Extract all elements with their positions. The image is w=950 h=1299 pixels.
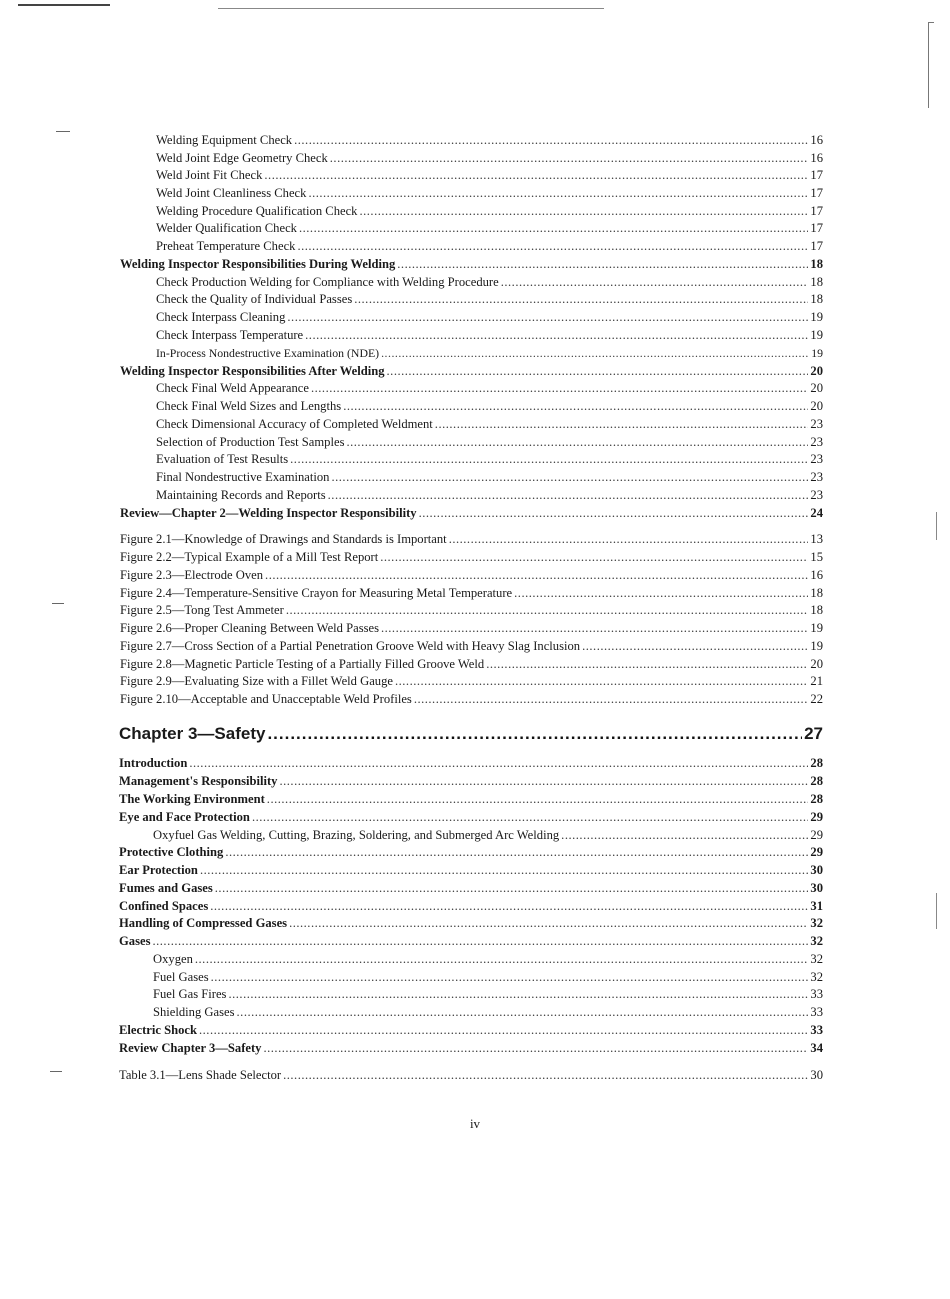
dot-leader (252, 808, 808, 826)
toc-review-page: 24 (810, 506, 823, 520)
toc-section-page: 33 (810, 1023, 823, 1037)
dot-leader (328, 486, 809, 504)
toc-entry-title: Oxygen (153, 952, 193, 966)
chapter-title: Chapter 3—Safety (119, 724, 266, 743)
toc-section-page: 20 (810, 364, 823, 378)
toc-section[interactable] (119, 843, 823, 861)
dot-leader (210, 897, 808, 915)
toc-entry-title: Check Production Welding for Compliance with Welding Procedure (156, 275, 499, 289)
toc-figure[interactable] (120, 619, 823, 637)
toc-entry-page: 33 (810, 1005, 823, 1019)
toc-figure-title: Figure 2.4—Temperature-Sensitive Crayon for Measuring Metal Temperature (120, 586, 513, 600)
toc-entry-title: Welding Equipment Check (156, 133, 293, 147)
toc-figure[interactable] (120, 584, 823, 602)
margin-mark-1 (56, 131, 70, 132)
toc-section-page: 29 (810, 845, 823, 859)
dot-leader (397, 255, 808, 273)
toc-entry-page: 23 (810, 470, 823, 484)
right-margin-mark-2 (936, 893, 937, 929)
chapter-page: 27 (804, 724, 823, 743)
toc-figure-title: Figure 2.8—Magnetic Particle Testing of a Partially Filled Groove Weld (120, 657, 485, 671)
toc-entry[interactable] (153, 985, 823, 1003)
toc-entry-page: 19 (810, 328, 823, 342)
toc-figure-title: Figure 2.9—Evaluating Size with a Fillet Weld Gauge (120, 674, 393, 688)
top-right-bracket-tick (928, 22, 934, 23)
toc-entry[interactable] (156, 468, 823, 486)
toc-section-page: 30 (810, 881, 823, 895)
toc-entry-title: Fuel Gas Fires (153, 987, 227, 1001)
toc-entry[interactable] (156, 326, 823, 344)
toc-entry[interactable] (153, 826, 823, 844)
dot-leader (346, 433, 808, 451)
dot-leader (381, 619, 808, 637)
toc-entry-title: Check Dimensional Accuracy of Completed Weldment (156, 417, 433, 431)
toc-section[interactable] (119, 790, 823, 808)
toc-figure[interactable] (120, 637, 823, 655)
dot-leader (215, 879, 809, 897)
toc-entry-page: 23 (810, 417, 823, 431)
toc-section-page: 32 (810, 934, 823, 948)
toc-figure-page: 21 (810, 674, 823, 688)
toc-table-title: Table 3.1—Lens Shade Selector (119, 1068, 282, 1082)
toc-entry[interactable] (156, 131, 823, 149)
dot-leader (263, 1039, 808, 1057)
toc-entry[interactable] (156, 433, 823, 451)
toc-entry-page: 32 (810, 970, 823, 984)
toc-entry[interactable] (156, 237, 823, 255)
dot-leader (267, 790, 809, 808)
dot-leader (195, 950, 809, 968)
toc-entry[interactable] (156, 166, 823, 184)
toc-entry-title: Check the Quality of Individual Passes (156, 292, 353, 306)
toc-section-page: 31 (810, 899, 823, 913)
toc-figure-title: Figure 2.10—Acceptable and Unacceptable Weld Profiles (120, 692, 412, 706)
toc-figure-page: 15 (810, 550, 823, 564)
toc-entry[interactable] (156, 184, 823, 202)
toc-figure-page: 20 (810, 657, 823, 671)
toc-figure-page: 18 (810, 586, 823, 600)
toc-review-page: 34 (810, 1041, 823, 1055)
toc-section-title: Welding Inspector Responsibilities After Welding (120, 364, 385, 378)
toc-figure[interactable] (120, 548, 823, 566)
toc-entry-title: Check Interpass Cleaning (156, 310, 286, 324)
dot-leader (264, 166, 808, 184)
dot-leader (228, 985, 808, 1003)
dot-leader (294, 131, 808, 149)
dot-leader (381, 344, 809, 362)
toc-entry-page: 18 (810, 292, 823, 306)
dot-leader (200, 861, 808, 879)
dot-leader (387, 362, 809, 380)
toc-figure-title: Figure 2.5—Tong Test Ammeter (120, 603, 284, 617)
toc-entry[interactable] (153, 950, 823, 968)
dot-leader (419, 504, 809, 522)
toc-entry-title: Evaluation of Test Results (156, 452, 289, 466)
dot-leader (501, 273, 809, 291)
toc-section-title: Protective Clothing (119, 845, 224, 859)
toc-entry-title: Maintaining Records and Reports (156, 488, 326, 502)
toc-section-title: Confined Spaces (119, 899, 209, 913)
toc-entry-title: In-Process Nondestructive Examination (NDE) (156, 346, 380, 360)
dot-leader (449, 530, 809, 548)
toc-entry[interactable] (156, 379, 823, 397)
dot-leader (199, 1021, 808, 1039)
dot-leader (561, 826, 808, 844)
toc-figure-page: 13 (810, 532, 823, 546)
toc-entry-page: 19 (811, 346, 823, 360)
toc-entry-title: Selection of Production Test Samples (156, 435, 345, 449)
toc-entry[interactable] (156, 344, 823, 362)
toc-entry-page: 23 (810, 488, 823, 502)
toc-section-page: 29 (810, 810, 823, 824)
toc-section[interactable] (120, 255, 823, 273)
margin-mark-3 (50, 1071, 62, 1072)
toc-figure-title: Figure 2.7—Cross Section of a Partial Penetration Groove Weld with Heavy Slag Inclusion (120, 639, 581, 653)
dot-leader (237, 1003, 809, 1021)
toc-section[interactable] (119, 808, 823, 826)
top-left-rule (18, 4, 110, 6)
toc-entry-title: Shielding Gases (153, 1005, 235, 1019)
dot-leader (514, 584, 808, 602)
toc-section-title: Welding Inspector Responsibilities During Welding (120, 257, 396, 271)
toc-section[interactable] (120, 362, 823, 380)
toc-review-title: Review Chapter 3—Safety (119, 1041, 262, 1055)
toc-entry-title: Welder Qualification Check (156, 221, 297, 235)
dot-leader (286, 601, 809, 619)
toc-section[interactable] (119, 754, 823, 772)
toc-section-title: Management's Responsibility (119, 774, 278, 788)
dot-leader (354, 290, 808, 308)
toc-section-title: Eye and Face Protection (119, 810, 250, 824)
toc-section-title: Electric Shock (119, 1023, 197, 1037)
toc-entry-page: 17 (810, 221, 823, 235)
toc-entry-page: 33 (810, 987, 823, 1001)
toc-entry-page: 16 (810, 151, 823, 165)
toc-entry-page: 19 (810, 310, 823, 324)
toc-entry-page: 16 (810, 133, 823, 147)
toc-entry[interactable] (156, 290, 823, 308)
dot-leader (331, 468, 808, 486)
toc-section[interactable] (119, 897, 823, 915)
toc-figure-title: Figure 2.2—Typical Example of a Mill Test Report (120, 550, 379, 564)
toc-section-page: 28 (810, 756, 823, 770)
dot-leader (152, 932, 808, 950)
toc-section-page: 30 (810, 863, 823, 877)
toc-entry[interactable] (156, 415, 823, 433)
toc-entry[interactable] (156, 308, 823, 326)
toc-section[interactable] (119, 932, 823, 950)
toc-entry-title: Preheat Temperature Check (156, 239, 296, 253)
toc-entry-title: Weld Joint Edge Geometry Check (156, 151, 328, 165)
toc-entry-page: 20 (810, 399, 823, 413)
toc-review[interactable] (120, 504, 823, 522)
toc-figure[interactable] (120, 601, 823, 619)
toc-table[interactable] (119, 1066, 823, 1084)
toc-entry[interactable] (156, 149, 823, 167)
toc-figure[interactable] (120, 655, 823, 673)
right-margin-mark-1 (936, 512, 937, 540)
dot-leader (380, 548, 808, 566)
dot-leader (297, 237, 808, 255)
dot-leader (330, 149, 809, 167)
toc-section-title: Ear Protection (119, 863, 198, 877)
dot-leader (435, 415, 809, 433)
toc-entry-page: 17 (810, 239, 823, 253)
toc-figure-title: Figure 2.3—Electrode Oven (120, 568, 264, 582)
toc-entry-title: Check Interpass Temperature (156, 328, 304, 342)
toc-section[interactable] (119, 861, 823, 879)
toc-entry-page: 29 (810, 828, 823, 842)
dot-leader (289, 914, 808, 932)
dot-leader (283, 1066, 808, 1084)
dot-leader (395, 672, 808, 690)
toc-figure[interactable] (120, 672, 823, 690)
toc-entry-page: 18 (810, 275, 823, 289)
dot-leader (311, 379, 808, 397)
top-right-bracket (928, 22, 929, 108)
toc-entry-title: Oxyfuel Gas Welding, Cutting, Brazing, Soldering, and Submerged Arc Welding (153, 828, 560, 842)
toc-section[interactable] (119, 772, 823, 790)
toc-entry-title: Fuel Gases (153, 970, 209, 984)
toc-entry[interactable] (156, 486, 823, 504)
dot-leader (265, 566, 808, 584)
toc-entry-title: Check Final Weld Sizes and Lengths (156, 399, 342, 413)
toc-entry-page: 17 (810, 204, 823, 218)
dot-leader (305, 326, 808, 344)
toc-section-page: 28 (810, 792, 823, 806)
top-center-rule (218, 8, 604, 9)
dot-leader (211, 968, 809, 986)
toc-section[interactable] (119, 1021, 823, 1039)
toc-table-page: 30 (810, 1068, 823, 1082)
toc-figure-title: Figure 2.6—Proper Cleaning Between Weld Passes (120, 621, 379, 635)
toc-figure[interactable] (120, 566, 823, 584)
toc-entry-title: Final Nondestructive Examination (156, 470, 330, 484)
toc-section-page: 18 (810, 257, 823, 271)
toc-section-title: Handling of Compressed Gases (119, 916, 288, 930)
toc-section-title: Gases (119, 934, 151, 948)
margin-mark-2 (52, 603, 64, 604)
dot-leader (414, 690, 809, 708)
dot-leader (279, 772, 808, 790)
toc-entry[interactable] (156, 450, 823, 468)
toc-review-title: Review—Chapter 2—Welding Inspector Responsibility (120, 506, 417, 520)
dot-leader (582, 637, 808, 655)
toc-entry-title: Check Final Weld Appearance (156, 381, 309, 395)
dot-leader (267, 723, 802, 745)
toc-figure-page: 22 (810, 692, 823, 706)
toc-entry-title: Welding Procedure Qualification Check (156, 204, 358, 218)
dot-leader (290, 450, 808, 468)
toc-section-title: Introduction (119, 756, 188, 770)
page-number: iv (469, 1116, 481, 1131)
toc-entry[interactable] (153, 968, 823, 986)
dot-leader (299, 219, 808, 237)
toc-section-title: The Working Environment (119, 792, 265, 806)
toc-entry[interactable] (153, 1003, 823, 1021)
dot-leader (308, 184, 808, 202)
toc-figure-page: 18 (810, 603, 823, 617)
toc-section[interactable] (119, 879, 823, 897)
dot-leader (486, 655, 808, 673)
toc-figure-page: 16 (810, 568, 823, 582)
toc-entry[interactable] (156, 397, 823, 415)
toc-entry-page: 23 (810, 452, 823, 466)
dot-leader (359, 202, 808, 220)
toc-entry[interactable] (156, 273, 823, 291)
toc-section-page: 32 (810, 916, 823, 930)
toc-section-page: 28 (810, 774, 823, 788)
toc-entry-page: 20 (810, 381, 823, 395)
toc-chapter-heading[interactable] (119, 723, 823, 745)
toc-entry-page: 32 (810, 952, 823, 966)
dot-leader (225, 843, 808, 861)
toc-figure-title: Figure 2.1—Knowledge of Drawings and Standards is Important (120, 532, 447, 546)
dot-leader (287, 308, 808, 326)
toc-figure[interactable] (120, 690, 823, 708)
toc-entry[interactable] (156, 219, 823, 237)
toc-section-title: Fumes and Gases (119, 881, 213, 895)
toc-entry-page: 17 (810, 168, 823, 182)
dot-leader (189, 754, 808, 772)
toc-review[interactable] (119, 1039, 823, 1057)
toc-entry[interactable] (156, 202, 823, 220)
toc-entry-page: 23 (810, 435, 823, 449)
toc-figure-page: 19 (810, 639, 823, 653)
dot-leader (343, 397, 808, 415)
toc-figure-page: 19 (810, 621, 823, 635)
toc-section[interactable] (119, 914, 823, 932)
toc-figure[interactable] (120, 530, 823, 548)
toc-entry-title: Weld Joint Fit Check (156, 168, 263, 182)
toc-entry-title: Weld Joint Cleanliness Check (156, 186, 307, 200)
toc-entry-page: 17 (810, 186, 823, 200)
